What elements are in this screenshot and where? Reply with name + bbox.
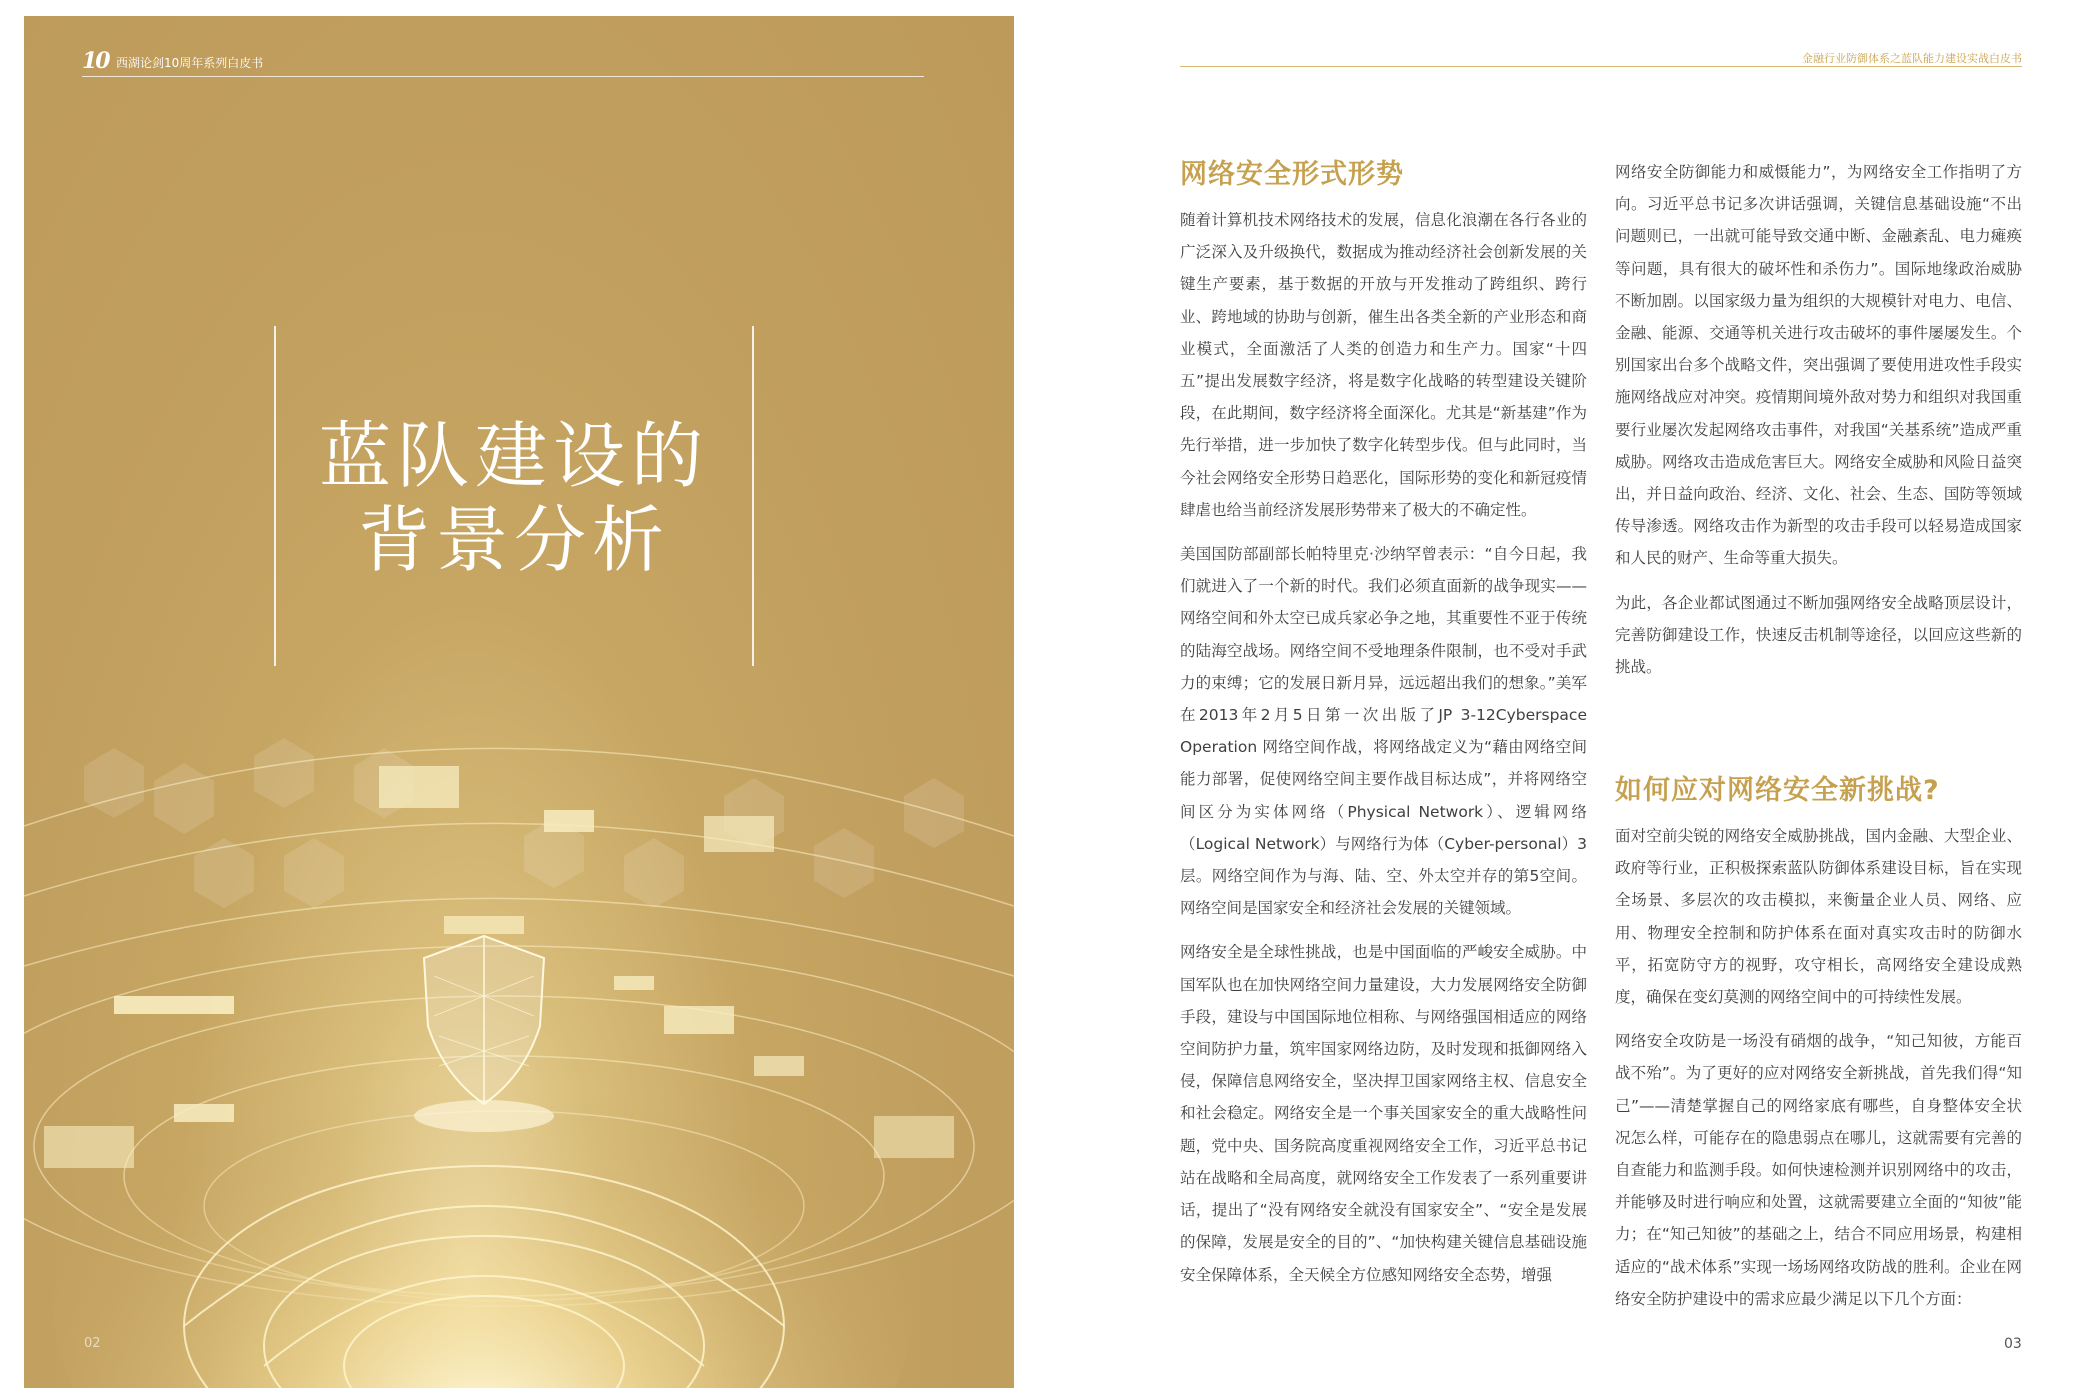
right-header-text: 金融行业防御体系之蓝队能力建设实战白皮书 [1802,52,2022,65]
paragraph: 随着计算机技术网络技术的发展，信息化浪潮在各行各业的广泛深入及升级换代，数据成为推动经济社会创新发展的关键生产要素，基于数据的开放与开发推动了跨组织、跨行业、跨地域的协助与创新，催生出各类全新的产业形态和商业模式，全面激活了人类的创造力和生产力。国家“十四五”提出发展数字经济，将是数字化战略的转型建设关键阶段，在此期间，数字经济将全面深化。尤其是“新基建”作为先行举措，进一步加快了数字化转型步伐。但与此同时，当今社会网络安全形势日趋恶化，国际形势的变化和新冠疫情肆虐也给当前经济发展形势带来了极大的不确定性。 [1180,211,1587,519]
paragraph: 为此，各企业都试图通过不断加强网络安全战略顶层设计，完善防御建设工作，快速反击机制等途径，以回应这些新的挑战。 [1615,593,2022,677]
right-page-header [1180,52,2022,67]
paragraph: 网络安全攻防是一场没有硝烟的战争，“知己知彼，方能百战不殆”。为了更好的应对网络安全新挑战，首先我们得“知己”——清楚掌握自己的网络家底有哪些，自身整体安全状况怎么样，可能存在的隐患弱点在哪儿，这就需要有完善的自查能力和监测手段。如何快速检测并识别网络中的攻击，并能够及时进行响应和处置，这就需要建立全面的“知彼”能力；在“知己知彼”的基础之上，结合不同应用场景，构建相适应的“战术体系”实现一场场网络攻防战的胜利。企业在网络安全防护建设中的需求应最少满足以下几个方面： [1615,1032,2022,1308]
cover-title-line1: 蓝队建设的 [318,414,709,498]
column-2-text [1615,156,2022,695]
section-title-situation: 网络安全形式形势 [1180,159,1404,190]
left-header-text: 西湖论剑10周年系列白皮书 [116,56,264,70]
column-1-text [1180,204,1587,1303]
cyber-shield-illustration [24,706,1014,1388]
right-page-number: 03 [2004,1336,2022,1352]
left-page-cover [24,16,1014,1388]
paragraph: 美国国防部副部长帕特里克·沙纳罕曾表示：“自今日起，我们就进入了一个新的时代。我们必须直面新的战争现实——网络空间和外太空已成兵家必争之地，其重要性不亚于传统的陆海空战场。网络空间不受地理条件限制，也不受对手武力的束缚；它的发展日新月异，远远超出我们的想象。”美军在2013年2月5日第一次出版了JP 3-12Cyberspace Operation 网络空间作战，将网络战定义为“藉由网络空间能力部署，促使网络空间主要作战目标达成”，并将网络空间区分为实体网络（Physical Network）、逻辑网络（Logical Network）与网络行为体（Cyber-personal）3层。网络空间作为与海、陆、空、外太空并存的第5空间。网络空间是国家安全和经济社会发展的关键领域。 [1180,545,1587,918]
paragraph: 网络安全防御能力和威慑能力”，为网络安全工作指明了方向。习近平总书记多次讲话强调，关键信息基础设施“不出问题则已，一出就可能导致交通中断、金融紊乱、电力瘫痪等问题，具有很大的破坏性和杀伤力”。国际地缘政治威胁不断加剧。以国家级力量为组织的大规模针对电力、电信、金融、能源、交通等机关进行攻击破坏的事件屡屡发生。个别国家出台多个战略文件，突出强调了要使用进攻性手段实施网络战应对冲突。疫情期间境外敌对势力和组织对我国重要行业屡次发起网络攻击事件，对我国“关基系统”造成严重威胁。网络攻击造成危害巨大。网络安全威胁和风险日益突出，并日益向政治、经济、文化、社会、生态、国防等领域传导渗透。网络攻击作为新型的攻击手段可以轻易造成国家和人民的财产、生命等重大损失。 [1615,163,2022,568]
left-page-header [82,46,924,77]
column-2b-text [1615,820,2022,1327]
paragraph: 网络安全是全球性挑战，也是中国面临的严峻安全威胁。中国军队也在加快网络空间力量建设，大力发展网络安全防御手段，建设与中国国际地位相称、与网络强国相适应的网络空间防护力量，筑牢国家网络边防，及时发现和抵御网络入侵，保障信息网络安全，坚决捍卫国家网络主权、信息安全和社会稳定。网络安全是一个事关国家安全的重大战略性问题，党中央、国务院高度重视网络安全工作，习近平总书记站在战略和全局高度，就网络安全工作发表了一系列重要讲话，提出了“没有网络安全就没有国家安全”、“安全是发展的保障，发展是安全的目的”、“加快构建关键信息基础设施安全保障体系，全天候全方位感知网络安全态势，增强 [1180,943,1587,1284]
section-title-challenge: 如何应对网络安全新挑战? [1615,775,1940,806]
cover-title-frame [274,326,754,666]
anniversary-logo: 10 [82,48,109,74]
paragraph: 面对空前尖锐的网络安全威胁挑战，国内金融、大型企业、政府等行业，正积极探索蓝队防御体系建设目标，旨在实现全场景、多层次的攻击模拟，来衡量企业人员、网络、应用、物理安全控制和防护体系在面对真实攻击时的防御水平，拓宽防守方的视野，攻守相长，高网络安全建设成熟度，确保在变幻莫测的网络空间中的可持续性发展。 [1615,827,2022,1007]
left-page-number: 02 [84,1336,101,1351]
cover-title-line2: 背景分析 [357,498,670,582]
